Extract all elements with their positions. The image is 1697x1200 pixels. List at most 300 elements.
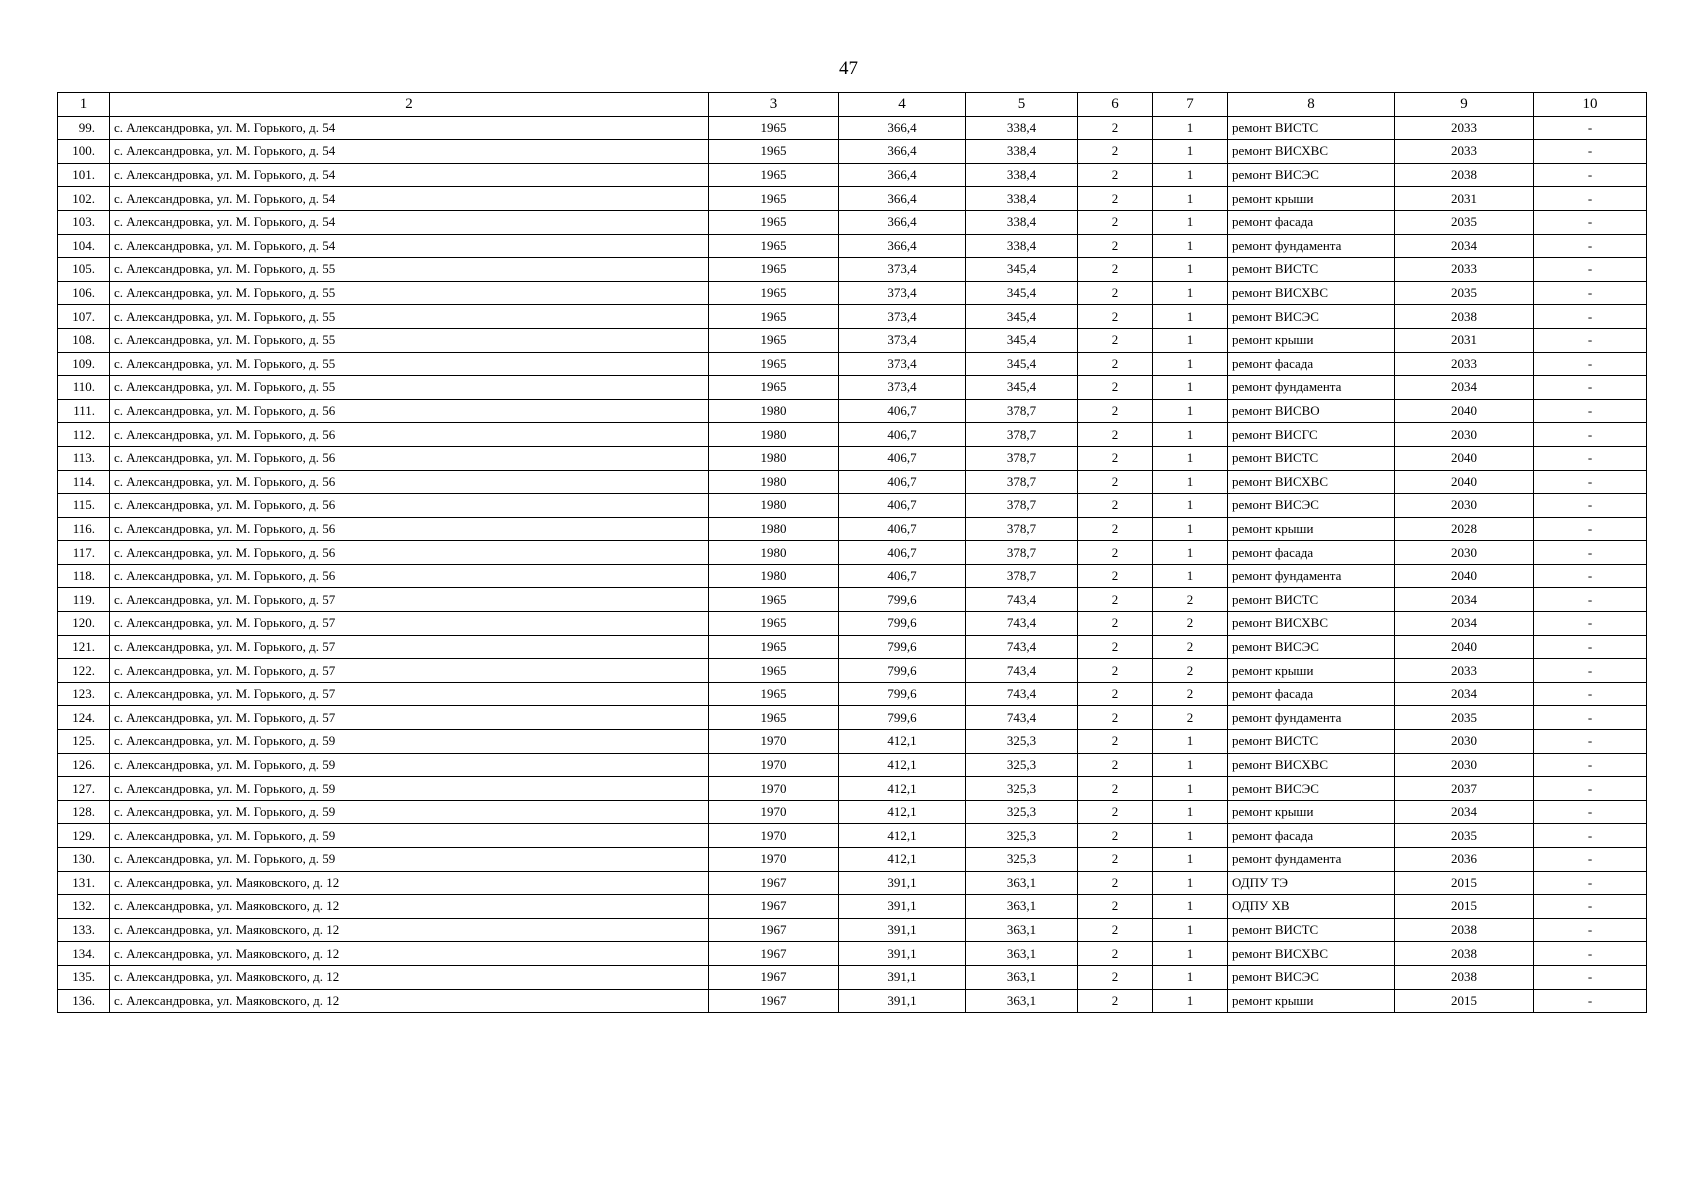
floors-cell: 2	[1078, 730, 1153, 754]
row-number: 121.	[58, 635, 110, 659]
total-area-cell: 391,1	[839, 918, 966, 942]
planned-year-cell: 2030	[1395, 541, 1534, 565]
work-type-cell: ремонт ВИСХВС	[1228, 140, 1395, 164]
column-header: 6	[1078, 93, 1153, 117]
year-built-cell: 1967	[709, 895, 839, 919]
note-cell: -	[1534, 800, 1647, 824]
address-cell: с. Александровка, ул. М. Горького, д. 56	[110, 446, 709, 470]
total-area-cell: 799,6	[839, 635, 966, 659]
entrances-cell: 1	[1153, 234, 1228, 258]
address-cell: с. Александровка, ул. М. Горького, д. 57	[110, 588, 709, 612]
note-cell: -	[1534, 895, 1647, 919]
floors-cell: 2	[1078, 187, 1153, 211]
work-type-cell: ремонт ВИСЭС	[1228, 163, 1395, 187]
living-area-cell: 378,7	[966, 423, 1078, 447]
planned-year-cell: 2034	[1395, 612, 1534, 636]
total-area-cell: 366,4	[839, 187, 966, 211]
table-body	[58, 93, 1647, 1013]
note-cell: -	[1534, 965, 1647, 989]
planned-year-cell: 2030	[1395, 494, 1534, 518]
planned-year-cell: 2015	[1395, 895, 1534, 919]
living-area-cell: 378,7	[966, 564, 1078, 588]
column-header: 2	[110, 93, 709, 117]
living-area-cell: 378,7	[966, 517, 1078, 541]
note-cell: -	[1534, 494, 1647, 518]
living-area-cell: 345,4	[966, 305, 1078, 329]
entrances-cell: 1	[1153, 116, 1228, 140]
planned-year-cell: 2036	[1395, 848, 1534, 872]
table-row	[58, 848, 1647, 872]
entrances-cell: 1	[1153, 258, 1228, 282]
total-area-cell: 391,1	[839, 942, 966, 966]
living-area-cell: 345,4	[966, 376, 1078, 400]
work-type-cell: ремонт крыши	[1228, 187, 1395, 211]
floors-cell: 2	[1078, 753, 1153, 777]
work-type-cell: ремонт ВИСТС	[1228, 446, 1395, 470]
year-built-cell: 1965	[709, 210, 839, 234]
work-type-cell: ремонт ВИСГС	[1228, 423, 1395, 447]
table-row	[58, 376, 1647, 400]
living-area-cell: 345,4	[966, 258, 1078, 282]
row-number: 110.	[58, 376, 110, 400]
planned-year-cell: 2028	[1395, 517, 1534, 541]
row-number: 120.	[58, 612, 110, 636]
living-area-cell: 325,3	[966, 800, 1078, 824]
work-type-cell: ремонт ВИСЭС	[1228, 494, 1395, 518]
row-number: 123.	[58, 682, 110, 706]
column-header: 4	[839, 93, 966, 117]
year-built-cell: 1967	[709, 918, 839, 942]
address-cell: с. Александровка, ул. М. Горького, д. 55	[110, 376, 709, 400]
living-area-cell: 743,4	[966, 588, 1078, 612]
row-number: 105.	[58, 258, 110, 282]
row-number: 111.	[58, 399, 110, 423]
table-row	[58, 753, 1647, 777]
note-cell: -	[1534, 588, 1647, 612]
planned-year-cell: 2034	[1395, 376, 1534, 400]
planned-year-cell: 2030	[1395, 753, 1534, 777]
entrances-cell: 1	[1153, 494, 1228, 518]
planned-year-cell: 2035	[1395, 824, 1534, 848]
row-number: 115.	[58, 494, 110, 518]
note-cell: -	[1534, 423, 1647, 447]
total-area-cell: 406,7	[839, 399, 966, 423]
total-area-cell: 799,6	[839, 682, 966, 706]
year-built-cell: 1980	[709, 470, 839, 494]
year-built-cell: 1965	[709, 635, 839, 659]
floors-cell: 2	[1078, 352, 1153, 376]
total-area-cell: 366,4	[839, 210, 966, 234]
floors-cell: 2	[1078, 517, 1153, 541]
column-header: 8	[1228, 93, 1395, 117]
table-row	[58, 423, 1647, 447]
floors-cell: 2	[1078, 210, 1153, 234]
table-row	[58, 659, 1647, 683]
year-built-cell: 1970	[709, 824, 839, 848]
planned-year-cell: 2035	[1395, 210, 1534, 234]
table-row	[58, 777, 1647, 801]
address-cell: с. Александровка, ул. Маяковского, д. 12	[110, 918, 709, 942]
row-number: 109.	[58, 352, 110, 376]
planned-year-cell: 2040	[1395, 635, 1534, 659]
living-area-cell: 743,4	[966, 659, 1078, 683]
entrances-cell: 1	[1153, 423, 1228, 447]
table-row	[58, 635, 1647, 659]
year-built-cell: 1965	[709, 682, 839, 706]
note-cell: -	[1534, 470, 1647, 494]
table-row	[58, 210, 1647, 234]
row-number: 106.	[58, 281, 110, 305]
table-row	[58, 706, 1647, 730]
planned-year-cell: 2015	[1395, 871, 1534, 895]
note-cell: -	[1534, 281, 1647, 305]
year-built-cell: 1965	[709, 116, 839, 140]
floors-cell: 2	[1078, 423, 1153, 447]
year-built-cell: 1967	[709, 942, 839, 966]
total-area-cell: 391,1	[839, 965, 966, 989]
work-type-cell: ремонт фундамента	[1228, 564, 1395, 588]
address-cell: с. Александровка, ул. М. Горького, д. 56	[110, 423, 709, 447]
year-built-cell: 1967	[709, 871, 839, 895]
living-area-cell: 363,1	[966, 989, 1078, 1013]
address-cell: с. Александровка, ул. М. Горького, д. 57	[110, 612, 709, 636]
note-cell: -	[1534, 187, 1647, 211]
floors-cell: 2	[1078, 328, 1153, 352]
address-cell: с. Александровка, ул. М. Горького, д. 54	[110, 116, 709, 140]
address-cell: с. Александровка, ул. М. Горького, д. 55	[110, 305, 709, 329]
living-area-cell: 325,3	[966, 730, 1078, 754]
table-row	[58, 730, 1647, 754]
planned-year-cell: 2030	[1395, 730, 1534, 754]
note-cell: -	[1534, 163, 1647, 187]
work-type-cell: ремонт фундамента	[1228, 376, 1395, 400]
work-type-cell: ремонт крыши	[1228, 800, 1395, 824]
note-cell: -	[1534, 753, 1647, 777]
row-number: 122.	[58, 659, 110, 683]
floors-cell: 2	[1078, 895, 1153, 919]
address-cell: с. Александровка, ул. М. Горького, д. 56	[110, 517, 709, 541]
total-area-cell: 391,1	[839, 871, 966, 895]
address-cell: с. Александровка, ул. М. Горького, д. 56	[110, 470, 709, 494]
address-cell: с. Александровка, ул. М. Горького, д. 59	[110, 800, 709, 824]
table-row	[58, 305, 1647, 329]
row-number: 107.	[58, 305, 110, 329]
year-built-cell: 1965	[709, 163, 839, 187]
column-number-row	[58, 93, 1647, 117]
table-row	[58, 612, 1647, 636]
work-type-cell: ремонт ВИСХВС	[1228, 753, 1395, 777]
address-cell: с. Александровка, ул. М. Горького, д. 55	[110, 352, 709, 376]
entrances-cell: 2	[1153, 588, 1228, 612]
row-number: 131.	[58, 871, 110, 895]
floors-cell: 2	[1078, 800, 1153, 824]
address-cell: с. Александровка, ул. М. Горького, д. 59	[110, 777, 709, 801]
living-area-cell: 378,7	[966, 446, 1078, 470]
living-area-cell: 338,4	[966, 163, 1078, 187]
work-type-cell: ремонт ВИСТС	[1228, 730, 1395, 754]
planned-year-cell: 2038	[1395, 965, 1534, 989]
year-built-cell: 1970	[709, 848, 839, 872]
total-area-cell: 406,7	[839, 470, 966, 494]
work-type-cell: ремонт ВИСЭС	[1228, 777, 1395, 801]
entrances-cell: 1	[1153, 848, 1228, 872]
table-row	[58, 494, 1647, 518]
row-number: 118.	[58, 564, 110, 588]
floors-cell: 2	[1078, 612, 1153, 636]
address-cell: с. Александровка, ул. М. Горького, д. 54	[110, 187, 709, 211]
living-area-cell: 325,3	[966, 848, 1078, 872]
work-type-cell: ремонт крыши	[1228, 989, 1395, 1013]
row-number: 113.	[58, 446, 110, 470]
floors-cell: 2	[1078, 470, 1153, 494]
planned-year-cell: 2034	[1395, 682, 1534, 706]
work-type-cell: ремонт фундамента	[1228, 234, 1395, 258]
living-area-cell: 363,1	[966, 871, 1078, 895]
planned-year-cell: 2033	[1395, 352, 1534, 376]
living-area-cell: 338,4	[966, 187, 1078, 211]
floors-cell: 2	[1078, 965, 1153, 989]
work-type-cell: ремонт крыши	[1228, 517, 1395, 541]
entrances-cell: 2	[1153, 635, 1228, 659]
entrances-cell: 1	[1153, 305, 1228, 329]
year-built-cell: 1967	[709, 965, 839, 989]
page-number: 47	[839, 58, 858, 79]
living-area-cell: 743,4	[966, 682, 1078, 706]
entrances-cell: 1	[1153, 730, 1228, 754]
address-cell: с. Александровка, ул. М. Горького, д. 59	[110, 848, 709, 872]
column-header: 1	[58, 93, 110, 117]
floors-cell: 2	[1078, 258, 1153, 282]
work-type-cell: ремонт ВИСЭС	[1228, 965, 1395, 989]
work-type-cell: ремонт фундамента	[1228, 848, 1395, 872]
year-built-cell: 1980	[709, 541, 839, 565]
note-cell: -	[1534, 918, 1647, 942]
work-type-cell: ремонт ВИСВО	[1228, 399, 1395, 423]
floors-cell: 2	[1078, 564, 1153, 588]
table-row	[58, 918, 1647, 942]
table-row	[58, 258, 1647, 282]
table-row	[58, 895, 1647, 919]
row-number: 100.	[58, 140, 110, 164]
table-row	[58, 187, 1647, 211]
entrances-cell: 1	[1153, 376, 1228, 400]
floors-cell: 2	[1078, 305, 1153, 329]
total-area-cell: 412,1	[839, 730, 966, 754]
year-built-cell: 1965	[709, 706, 839, 730]
note-cell: -	[1534, 446, 1647, 470]
address-cell: с. Александровка, ул. М. Горького, д. 56	[110, 399, 709, 423]
row-number: 101.	[58, 163, 110, 187]
year-built-cell: 1965	[709, 140, 839, 164]
entrances-cell: 1	[1153, 163, 1228, 187]
table-row	[58, 328, 1647, 352]
row-number: 108.	[58, 328, 110, 352]
row-number: 129.	[58, 824, 110, 848]
row-number: 132.	[58, 895, 110, 919]
work-type-cell: ремонт ВИСХВС	[1228, 942, 1395, 966]
address-cell: с. Александровка, ул. Маяковского, д. 12	[110, 989, 709, 1013]
year-built-cell: 1965	[709, 659, 839, 683]
total-area-cell: 406,7	[839, 564, 966, 588]
planned-year-cell: 2033	[1395, 659, 1534, 683]
table-row	[58, 446, 1647, 470]
floors-cell: 2	[1078, 399, 1153, 423]
year-built-cell: 1970	[709, 777, 839, 801]
row-number: 124.	[58, 706, 110, 730]
floors-cell: 2	[1078, 588, 1153, 612]
work-type-cell: ремонт ВИСЭС	[1228, 635, 1395, 659]
table-row	[58, 517, 1647, 541]
year-built-cell: 1980	[709, 446, 839, 470]
address-cell: с. Александровка, ул. Маяковского, д. 12	[110, 871, 709, 895]
planned-year-cell: 2038	[1395, 163, 1534, 187]
planned-year-cell: 2038	[1395, 305, 1534, 329]
total-area-cell: 799,6	[839, 588, 966, 612]
address-cell: с. Александровка, ул. Маяковского, д. 12	[110, 965, 709, 989]
table-row	[58, 824, 1647, 848]
entrances-cell: 2	[1153, 682, 1228, 706]
note-cell: -	[1534, 730, 1647, 754]
table-row	[58, 588, 1647, 612]
note-cell: -	[1534, 706, 1647, 730]
work-type-cell: ремонт фундамента	[1228, 706, 1395, 730]
entrances-cell: 1	[1153, 777, 1228, 801]
floors-cell: 2	[1078, 635, 1153, 659]
entrances-cell: 1	[1153, 281, 1228, 305]
work-type-cell: ремонт ВИСХВС	[1228, 612, 1395, 636]
total-area-cell: 799,6	[839, 612, 966, 636]
address-cell: с. Александровка, ул. М. Горького, д. 59	[110, 753, 709, 777]
total-area-cell: 373,4	[839, 376, 966, 400]
floors-cell: 2	[1078, 848, 1153, 872]
year-built-cell: 1970	[709, 800, 839, 824]
living-area-cell: 378,7	[966, 541, 1078, 565]
row-number: 102.	[58, 187, 110, 211]
planned-year-cell: 2034	[1395, 800, 1534, 824]
column-header: 5	[966, 93, 1078, 117]
note-cell: -	[1534, 328, 1647, 352]
address-cell: с. Александровка, ул. М. Горького, д. 59	[110, 824, 709, 848]
planned-year-cell: 2031	[1395, 187, 1534, 211]
planned-year-cell: 2038	[1395, 918, 1534, 942]
table-row	[58, 800, 1647, 824]
floors-cell: 2	[1078, 494, 1153, 518]
floors-cell: 2	[1078, 942, 1153, 966]
entrances-cell: 1	[1153, 871, 1228, 895]
entrances-cell: 1	[1153, 942, 1228, 966]
total-area-cell: 366,4	[839, 234, 966, 258]
table-row	[58, 682, 1647, 706]
total-area-cell: 373,4	[839, 328, 966, 352]
entrances-cell: 1	[1153, 187, 1228, 211]
note-cell: -	[1534, 612, 1647, 636]
living-area-cell: 743,4	[966, 635, 1078, 659]
floors-cell: 2	[1078, 659, 1153, 683]
floors-cell: 2	[1078, 163, 1153, 187]
planned-year-cell: 2015	[1395, 989, 1534, 1013]
planned-year-cell: 2030	[1395, 423, 1534, 447]
total-area-cell: 366,4	[839, 140, 966, 164]
address-cell: с. Александровка, ул. М. Горького, д. 59	[110, 730, 709, 754]
planned-year-cell: 2034	[1395, 234, 1534, 258]
planned-year-cell: 2040	[1395, 446, 1534, 470]
living-area-cell: 363,1	[966, 965, 1078, 989]
total-area-cell: 799,6	[839, 706, 966, 730]
floors-cell: 2	[1078, 446, 1153, 470]
total-area-cell: 406,7	[839, 494, 966, 518]
entrances-cell: 1	[1153, 517, 1228, 541]
entrances-cell: 1	[1153, 541, 1228, 565]
planned-year-cell: 2038	[1395, 942, 1534, 966]
total-area-cell: 373,4	[839, 305, 966, 329]
entrances-cell: 1	[1153, 140, 1228, 164]
total-area-cell: 412,1	[839, 800, 966, 824]
note-cell: -	[1534, 564, 1647, 588]
note-cell: -	[1534, 305, 1647, 329]
entrances-cell: 1	[1153, 753, 1228, 777]
work-type-cell: ремонт фасада	[1228, 682, 1395, 706]
row-number: 134.	[58, 942, 110, 966]
table-row	[58, 281, 1647, 305]
table-row	[58, 234, 1647, 258]
table-row	[58, 942, 1647, 966]
row-number: 116.	[58, 517, 110, 541]
work-type-cell: ОДПУ ТЭ	[1228, 871, 1395, 895]
living-area-cell: 338,4	[966, 116, 1078, 140]
floors-cell: 2	[1078, 376, 1153, 400]
column-header: 3	[709, 93, 839, 117]
address-cell: с. Александровка, ул. М. Горького, д. 57	[110, 706, 709, 730]
note-cell: -	[1534, 258, 1647, 282]
table-row	[58, 140, 1647, 164]
work-type-cell: ремонт фасада	[1228, 210, 1395, 234]
living-area-cell: 743,4	[966, 612, 1078, 636]
address-cell: с. Александровка, ул. М. Горького, д. 56	[110, 564, 709, 588]
row-number: 133.	[58, 918, 110, 942]
address-cell: с. Александровка, ул. М. Горького, д. 57	[110, 659, 709, 683]
address-cell: с. Александровка, ул. М. Горького, д. 57	[110, 682, 709, 706]
work-type-cell: ремонт ВИСТС	[1228, 588, 1395, 612]
entrances-cell: 1	[1153, 399, 1228, 423]
total-area-cell: 391,1	[839, 989, 966, 1013]
year-built-cell: 1965	[709, 258, 839, 282]
year-built-cell: 1980	[709, 399, 839, 423]
note-cell: -	[1534, 989, 1647, 1013]
living-area-cell: 345,4	[966, 281, 1078, 305]
floors-cell: 2	[1078, 918, 1153, 942]
note-cell: -	[1534, 848, 1647, 872]
column-header: 7	[1153, 93, 1228, 117]
living-area-cell: 338,4	[966, 210, 1078, 234]
entrances-cell: 1	[1153, 470, 1228, 494]
work-type-cell: ремонт ВИСТС	[1228, 116, 1395, 140]
row-number: 119.	[58, 588, 110, 612]
address-cell: с. Александровка, ул. М. Горького, д. 57	[110, 635, 709, 659]
year-built-cell: 1980	[709, 564, 839, 588]
work-type-cell: ОДПУ ХВ	[1228, 895, 1395, 919]
address-cell: с. Александровка, ул. М. Горького, д. 55	[110, 328, 709, 352]
total-area-cell: 391,1	[839, 895, 966, 919]
work-type-cell: ремонт крыши	[1228, 659, 1395, 683]
entrances-cell: 2	[1153, 706, 1228, 730]
work-type-cell: ремонт ВИСЭС	[1228, 305, 1395, 329]
planned-year-cell: 2035	[1395, 706, 1534, 730]
column-header: 9	[1395, 93, 1534, 117]
living-area-cell: 363,1	[966, 918, 1078, 942]
planned-year-cell: 2033	[1395, 258, 1534, 282]
planned-year-cell: 2031	[1395, 328, 1534, 352]
living-area-cell: 325,3	[966, 753, 1078, 777]
